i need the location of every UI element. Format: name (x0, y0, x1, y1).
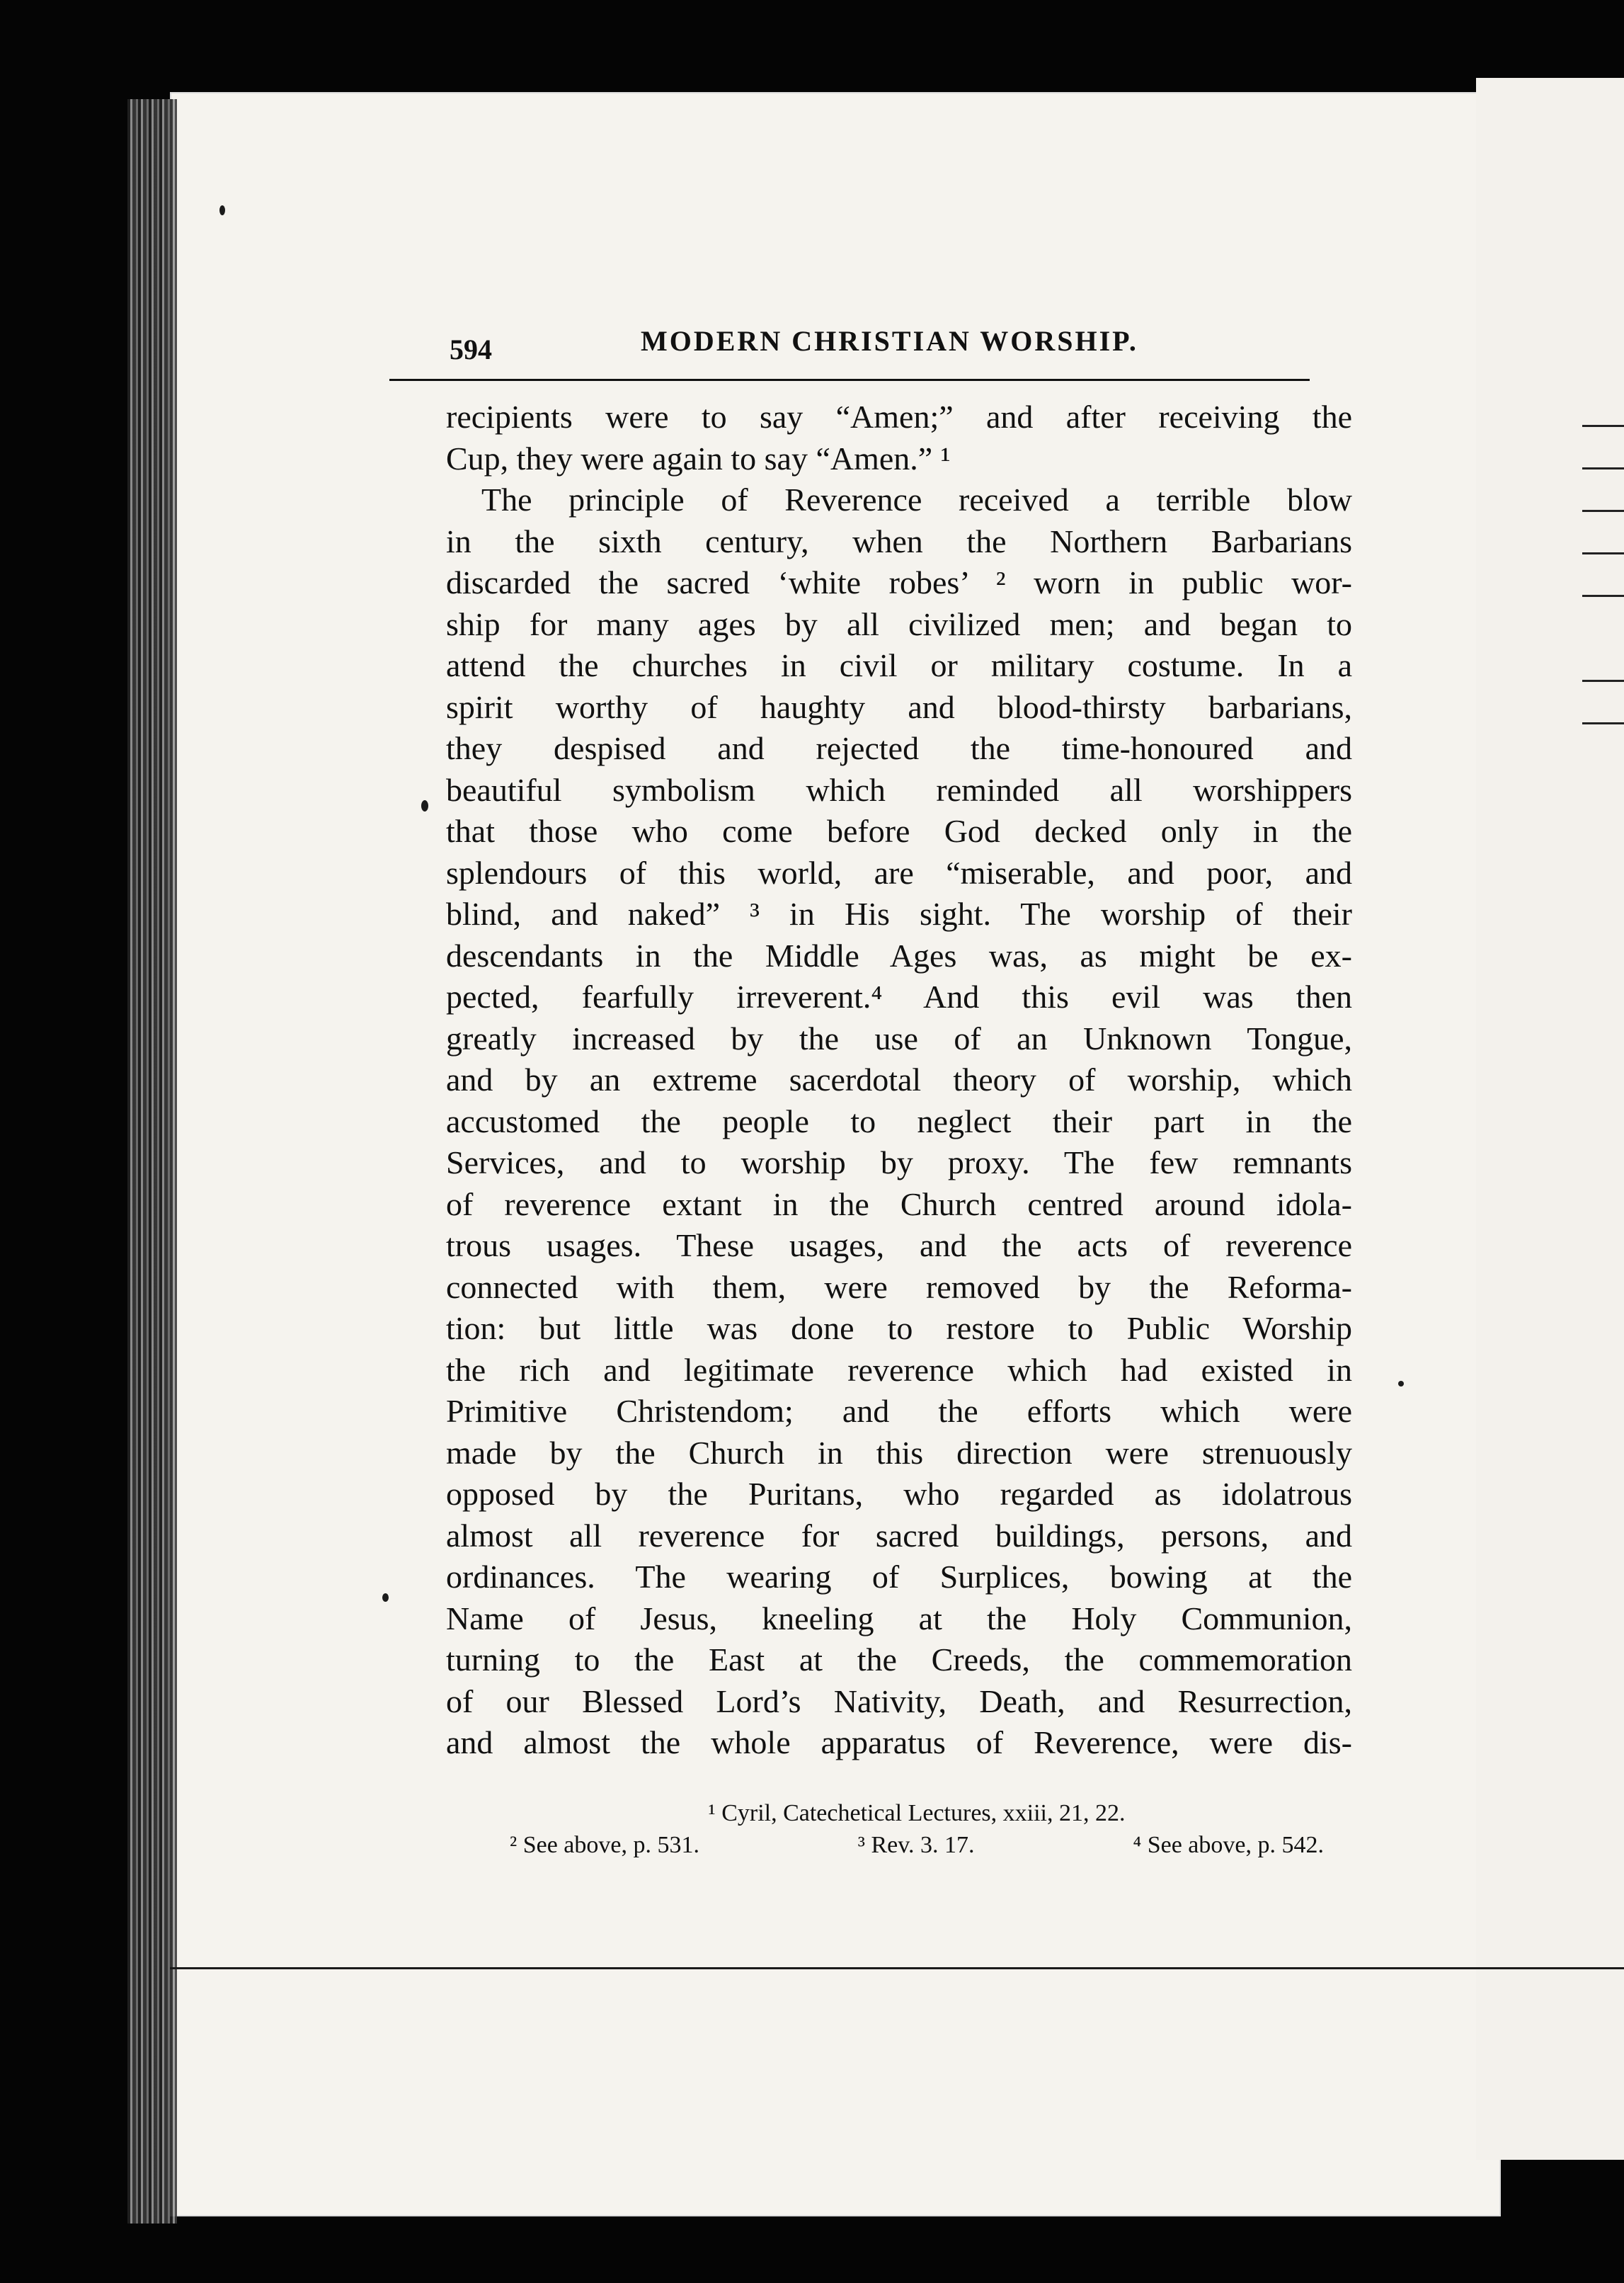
scan-speck (1398, 1381, 1404, 1387)
scan-speck (219, 205, 225, 215)
footnote-row (510, 1829, 1324, 1861)
facing-page-text-fragment (1582, 595, 1624, 597)
text-line: recipients were to say “Amen;” and after receiving the (446, 399, 1352, 435)
text-line: connected with them, were removed by the Reforma- (446, 1268, 1352, 1305)
text-line: attend the churches in civil or military costume. In a (446, 647, 1352, 683)
footnote-2: ² See above, p. 531. (510, 1832, 699, 1858)
facing-page-text-fragment (1582, 467, 1624, 469)
text-line: ship for many ages by all civilized men; and began to (446, 605, 1352, 642)
scan-divider-line (170, 1967, 1624, 1969)
running-title: MODERN CHRISTIAN WORSHIP. (641, 325, 1138, 357)
text-line: beautiful symbolism which reminded all worshippers (446, 771, 1352, 808)
header-rule (389, 379, 1310, 381)
facing-page-text-fragment (1582, 680, 1624, 682)
text-line: almost all reverence for sacred buildings, persons, and (446, 1517, 1352, 1554)
footnote-1: ¹ Cyril, Catechetical Lectures, xxiii, 21, 22. (708, 1800, 1126, 1826)
text-line: blind, and naked” ³ in His sight. The worship of their (446, 896, 1352, 932)
text-line: spirit worthy of haughty and blood-thirsty barbarians, (446, 688, 1352, 725)
text-line: Services, and to worship by proxy. The few remnants (446, 1144, 1352, 1180)
footnotes (510, 1797, 1324, 1861)
text-line: trous usages. These usages, and the acts of reverence (446, 1227, 1352, 1263)
text-line: that those who come before God decked only in the (446, 813, 1352, 849)
facing-page-edge (1476, 78, 1624, 2160)
facing-page-text-fragment (1582, 425, 1624, 427)
text-line: Cup, they were again to say “Amen.” ¹ (446, 440, 951, 477)
text-line: of our Blessed Lord’s Nativity, Death, and Resurrection, (446, 1683, 1352, 1719)
page-number: 594 (450, 334, 492, 365)
body-text (446, 397, 1352, 1764)
text-line: accustomed the people to neglect their part in the (446, 1103, 1352, 1139)
text-line: ordinances. The wearing of Surplices, bowing at the (446, 1559, 1352, 1595)
facing-page-text-fragment (1582, 552, 1624, 554)
text-line: Primitive Christendom; and the efforts which were (446, 1393, 1352, 1429)
text-line: The principle of Reverence received a terrible blow (481, 482, 1352, 518)
text-line: splendours of this world, are “miserable, and poor, and (446, 854, 1352, 891)
text-line: made by the Church in this direction were strenuously (446, 1434, 1352, 1471)
scan-speck (382, 1593, 389, 1602)
text-line: descendants in the Middle Ages was, as might be ex- (446, 937, 1352, 974)
text-line: they despised and rejected the time-honoured and (446, 730, 1352, 766)
text-line: tion: but little was done to restore to Public Worship (446, 1310, 1352, 1346)
text-line: and almost the whole apparatus of Reverence, were dis- (446, 1724, 1352, 1760)
text-line: in the sixth century, when the Northern Barbarians (446, 523, 1352, 559)
text-line: Name of Jesus, kneeling at the Holy Communion, (446, 1600, 1352, 1636)
facing-page-text-fragment (1582, 722, 1624, 724)
page-header (450, 319, 1349, 368)
text-line: discarded the sacred ‘white robes’ ² worn in public wor- (446, 564, 1352, 600)
scan-speck (421, 800, 428, 812)
footnote-3: ³ Rev. 3. 17. (857, 1832, 975, 1858)
text-line: the rich and legitimate reverence which had existed in (446, 1351, 1352, 1388)
text-line: of reverence extant in the Church centred around idola- (446, 1185, 1352, 1222)
page-stack-edge (127, 99, 177, 2224)
text-line: turning to the East at the Creeds, the commemoration (446, 1641, 1352, 1678)
text-line: and by an extreme sacerdotal theory of worship, which (446, 1061, 1352, 1098)
text-line: greatly increased by the use of an Unknown Tongue, (446, 1020, 1352, 1057)
text-line: pected, fearfully irreverent.⁴ And this evil was then (446, 979, 1352, 1015)
facing-page-text-fragment (1582, 510, 1624, 512)
footnote-4: ⁴ See above, p. 542. (1133, 1832, 1324, 1858)
text-line: opposed by the Puritans, who regarded as idolatrous (446, 1476, 1352, 1512)
